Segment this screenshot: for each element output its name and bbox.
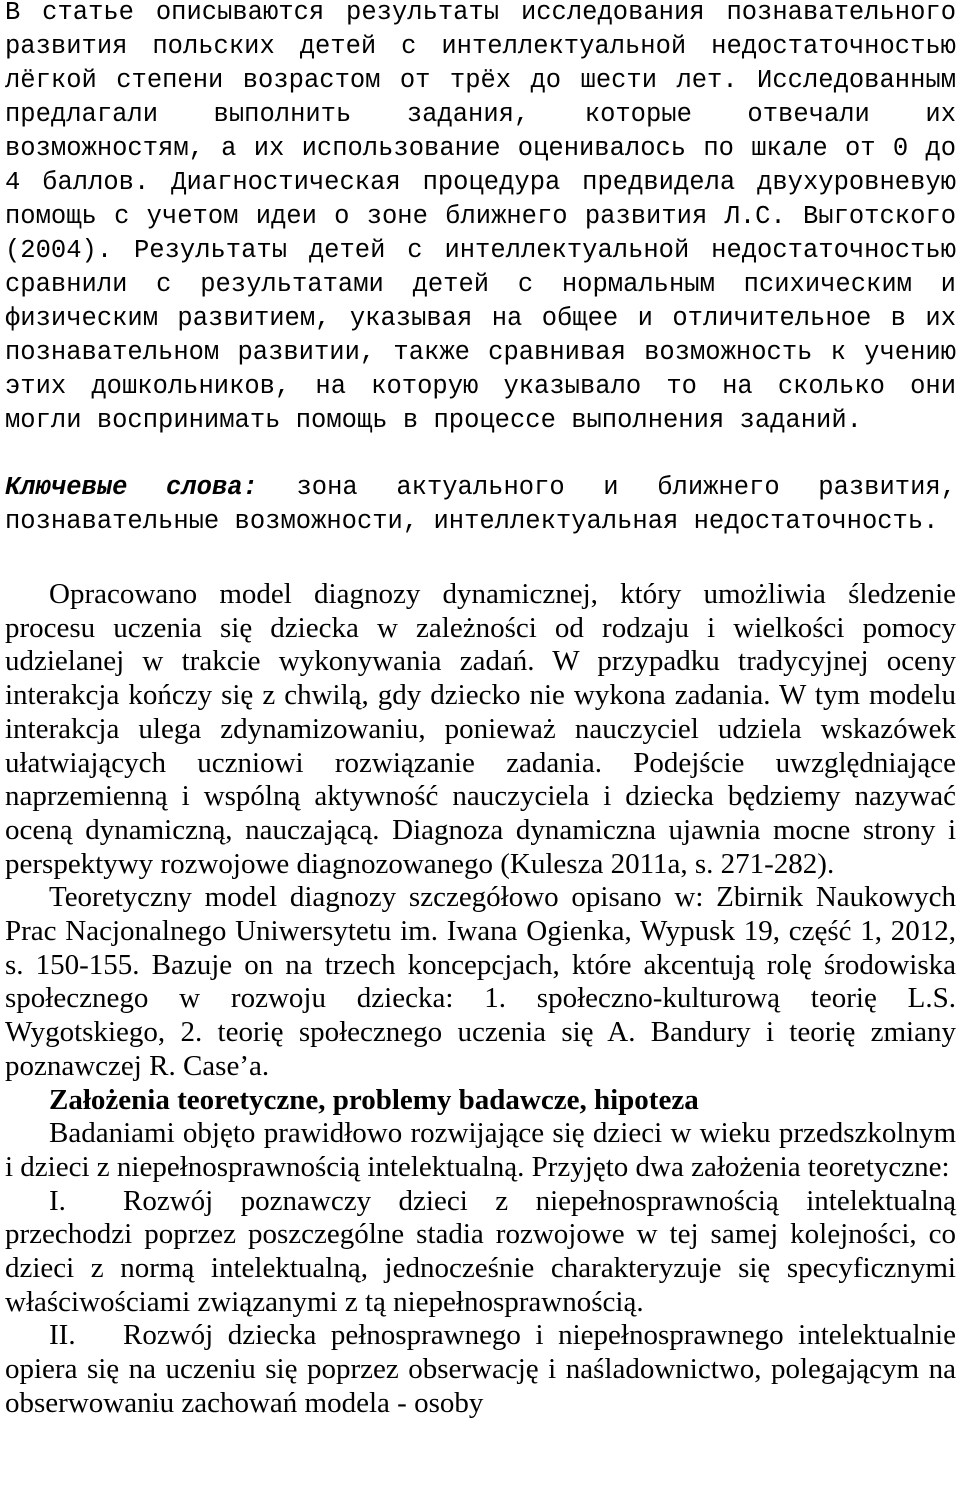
list-item-1 (5, 1185, 956, 1320)
list-item-1-text: Rozwój poznawczy dzieci z niepełnosprawnością intelektualną przechodzi poprzez poszczególne stadia rozwojowe w tej samej kolejności, co dzieci z normą intelektualną, jednocześnie charakteryzuje się specyficznymi właściwościami związanymi z tą niepełnosprawnością. (5, 1184, 956, 1318)
list-item-1-number: I. (49, 1184, 66, 1217)
body-paragraph-3: Badaniami objęto prawidłowo rozwijające się dzieci w wieku przedszkolnym i dzieci z niepełnosprawnością intelektualną. Przyjęto dwa założenia teoretyczne: (5, 1117, 956, 1183)
list-item-2 (5, 1319, 956, 1420)
keywords-label: Ключевые слова: (5, 473, 258, 502)
list-item-2-number: II. (49, 1319, 76, 1352)
abstract-paragraph: В статье описываются результаты исследования познавательного развития польских детей с интеллектуальной недостаточностью лёгкой степени возрастом от трёх до шести лет. Исследованным предлагали выполнить задания, которые отвечали их возможностям, а их использование оценивалось по шкале от 0 до 4 баллов. Диагностическая процедура предвидела двухуровневую помощь с учетом идеи о зоне ближнего развития Л.С. Выготского (2004). Результаты детей с интеллектуальной недостаточностью сравнили с результатами детей с нормальным психическим и физическим развитием, указывая на общее и отличительное в их познавательном развитии, также сравнивая возможность к учению этих дошкольников, на которую указывало то на сколько они могли воспринимать помощь в процессе выполнения заданий. (5, 0, 956, 435)
keywords-paragraph (5, 471, 956, 539)
section-heading: Założenia teoretyczne, problemy badawcze, hipoteza (49, 1083, 699, 1116)
keywords-text: зона актуального и ближнего развития, познавательные возможности, интеллектуальная недостаточность. (5, 473, 956, 536)
list-item-2-text: Rozwój dziecka pełnosprawnego i niepełnosprawnego intelektualnie opiera się na uczeniu się poprzez obserwację i naśladownictwo, polegającym na obserwowaniu zachowań modela - osoby (5, 1319, 956, 1419)
body-paragraph-2: Teoretyczny model diagnozy szczegółowo opisano w: Zbirnik Naukowych Prac Nacjonalnego Uniwersytetu im. Iwana Ogienka, Wypusk 19, część 1, 2012, s. 150-155. Bazuje on na trzech koncepcjach, które akcentują rolę środowiska społecznego w rozwoju dziecka: 1. społeczno-kulturową teorię L.S. Wygotskiego, 2. teorię społecznego uczenia się A. Bandury i teorię zmiany poznawczej R. Case’a. (5, 881, 956, 1082)
body-paragraph-1: Opracowano model diagnozy dynamicznej, który umożliwia śledzenie procesu uczenia się dziecka w zależności od rodzaju i wielkości pomocy udzielanej w trakcie wykonywania zadań. W przypadku tradycyjnej oceny interakcja kończy się z chwilą, gdy dziecko nie wykona zadania. W tym modelu interakcja ulega zdynamizowaniu, ponieważ nauczyciel udziela wskazówek ułatwiających uczniowi rozwiązanie zadania. Podejście uwzględniające naprzemienną i wspólną aktywność nauczyciela i dziecka będziemy nazywać oceną dynamiczną, nauczającą. Diagnoza dynamiczna ujawnia mocne strony i perspektywy rozwojowe diagnozowanego (Kulesza 2011a, s. 271-282). (5, 578, 956, 880)
